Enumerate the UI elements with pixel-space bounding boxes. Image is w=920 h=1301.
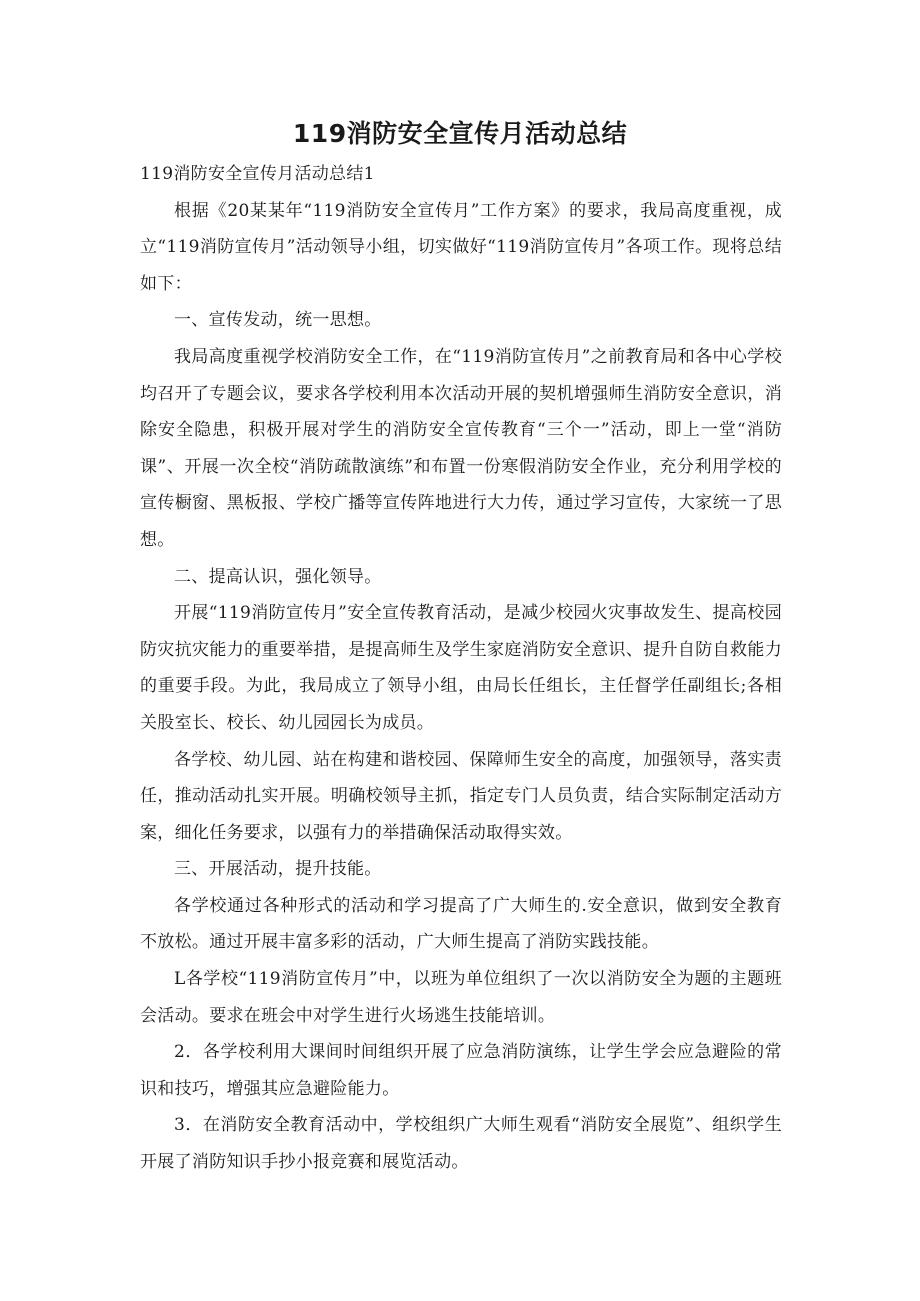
- list-item-1: L各学校“119消防宣传月”中，以班为单位组织了一次以消防安全为题的主题班会活动。要求在班会中对学生进行火场逃生技能培训。: [140, 969, 782, 1026]
- paragraph-section-3: 各学校通过各种形式的活动和学习提高了广大师生的.安全意识，做到安全教育不放松。通过开展丰富多彩的活动，广大师生提高了消防实践技能。: [140, 895, 782, 953]
- section-heading-1: 一、宣传发动，统一思想。: [174, 310, 382, 331]
- paragraph-section-2b: 各学校、幼儿园、站在构建和谐校园、保障师生安全的高度，加强领导，落实责任，推动活动扎实开展。明确校领导主抓，指定专门人员负责，结合实际制定活动方案，细化任务要求，以强有力的举措确保活动取得实效。: [140, 749, 782, 843]
- document-body: [140, 156, 782, 1181]
- paragraph-section-1: 我局高度重视学校消防安全工作，在“119消防宣传月”之前教育局和各中心学校均召开了专题会议，要求各学校利用本次活动开展的契机增强师生消防安全意识，消除安全隐患，积极开展对学生的消防安全宣传教育“三个一”活动，即上一堂“消防课”、开展一次全校“消防疏散演练”和布置一份寒假消防安全作业，充分利用学校的宣传橱窗、黑板报、学校广播等宣传阵地进行大力传，通过学习宣传，大家统一了思想。: [140, 346, 782, 550]
- document-title: 119消防安全宣传月活动总结: [292, 119, 628, 148]
- section-heading-3: 三、开展活动，提升技能。: [174, 859, 382, 880]
- document-subtitle: 119消防安全宣传月活动总结1: [140, 164, 375, 184]
- list-item-3: 3．在消防安全教育活动中，学校组织广大师生观看“消防安全展览”、组织学生开展了消防知识手抄小报竞赛和展览活动。: [140, 1115, 782, 1173]
- section-heading-2: 二、提高认识，强化领导。: [174, 566, 382, 587]
- paragraph-intro: 根据《20某某年“119消防安全宣传月”工作方案》的要求，我局高度重视，成立“119消防宣传月”活动领导小组，切实做好“119消防宣传月”各项工作。现将总结如下：: [140, 200, 782, 294]
- list-item-2: 2．各学校利用大课间时间组织开展了应急消防演练，让学生学会应急避险的常识和技巧，增强其应急避险能力。: [140, 1042, 782, 1099]
- paragraph-section-2a: 开展“119消防宣传月”安全宣传教育活动，是减少校园火灾事故发生、提高校园防灾抗灾能力的重要举措，是提高师生及学生家庭消防安全意识、提升自防自救能力的重要手段。为此，我局成立了领导小组，由局长任组长，主任督学任副组长;各相关股室长、校长、幼儿园园长为成员。: [140, 603, 782, 733]
